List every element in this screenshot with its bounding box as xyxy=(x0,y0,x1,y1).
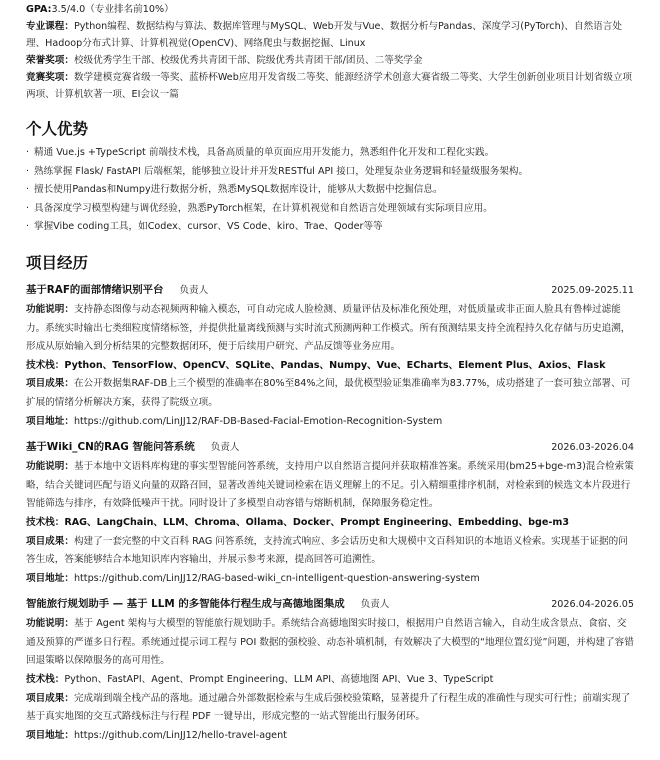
row-text: 完成端到端全栈产品的落地。通过融合外部数据检索与生成后强校验策略，显著提升了行程生成的准确性与现实可行性；前端实现了基于真实地图的交互式路线标注与行程 PDF 一键导出，形成完整的一站式智能出行服务闭环。 xyxy=(26,692,631,723)
project-name: 基于Wiki_CN的RAG 智能问答系统 xyxy=(26,441,195,454)
honors-value: 校级优秀学生干部、校级优秀共青团干部、院级优秀共青团干部/团员、二等奖学金 xyxy=(73,55,423,66)
project-date: 2026.04-2026.05 xyxy=(551,599,634,611)
row-label: 项目成果： xyxy=(26,692,74,704)
project-role: 负责人 xyxy=(360,599,390,611)
project-function xyxy=(26,458,634,514)
competition-line xyxy=(26,69,634,103)
row-text: 基于 Agent 架构与大模型的智能旅行规划助手。系统结合高德地图实时接口，根据用户自然语言输入，自动生成含景点、食宿、交通及预算的严谨多日行程。系统通过提示词工程与 POI 数据的强校验、动态补填机制，有效解决了大模型的“地理位置幻觉”问题，并构建了容错回退策略以保障服务的高可用性。 xyxy=(26,618,634,667)
honors-label: 荣誉奖项： xyxy=(26,55,74,66)
project-link[interactable]: https://github.com/LinJJ12/RAG-based-wiki_cn-intelligent-question-answering-system xyxy=(73,572,480,584)
row-label: 技术栈： xyxy=(26,516,65,528)
advantage-item xyxy=(26,200,634,219)
competition-value: 数学建模竞赛省级一等奖、蓝桥杯Web应用开发省级二等奖、能源经济学术创意大赛省级二等奖、大学生创新创业项目计划省级立项两项、计算机软著一项、EI会议一篇 xyxy=(26,72,633,100)
project-url xyxy=(26,413,634,432)
row-label: 功能说明： xyxy=(26,618,74,630)
row-text: Python、TensorFlow、OpenCV、SQLite、Pandas、Numpy、Vue、ECharts、Element Plus、Axios、Flask xyxy=(64,359,606,371)
projects-title: 项目经历 xyxy=(26,253,89,272)
gpa-label: GPA: xyxy=(26,4,52,15)
row-label: 技术栈： xyxy=(26,674,65,686)
row-label: 项目地址： xyxy=(26,729,74,741)
row-text: 支持静态图像与动态视频两种输入模态，可自动完成人脸检测、质量评估及标准化预处理，对低质量或非正面人脸具有鲁棒过滤能力。系统实时输出七类细粒度情绪标签，并提供批量离线预测与实时流式预测两种工作模式。所有预测结果支持全流程持久化存储与历史追溯，形成从原始输入到分析结果的完整数据闭环，便于后续用户研究、产品反馈等业务应用。 xyxy=(26,303,631,353)
row-text: Python、FastAPI、Agent、Prompt Engineering、LLM API、高德地图 API、Vue 3、TypeScript xyxy=(64,674,494,686)
project-rag xyxy=(26,437,634,588)
bullet-dot-icon: · xyxy=(26,202,30,214)
advantage-item xyxy=(26,163,634,182)
honors-line xyxy=(26,52,634,69)
project-result xyxy=(26,533,634,570)
competition-label: 竞赛奖项： xyxy=(26,72,74,83)
project-travel xyxy=(26,594,634,745)
project-role: 负责人 xyxy=(179,284,209,296)
row-label: 项目成果： xyxy=(26,378,74,390)
education-block xyxy=(26,1,634,103)
bullet-dot-icon: · xyxy=(26,221,30,233)
courses-value: Python编程、数据结构与算法、数据库管理与MySQL、Web开发与Vue、数据分析与Pandas、深度学习(PyTorch)、自然语言处理、Hadoop分布式计算、计算机视觉(OpenCV)、网络爬虫与数据挖掘、Linux xyxy=(26,21,622,49)
advantage-item xyxy=(26,144,634,163)
project-name: 基于RAF的面部情绪识别平台 xyxy=(26,283,164,296)
row-label: 技术栈： xyxy=(26,359,65,371)
courses-label: 专业课程： xyxy=(26,21,74,32)
row-label: 项目地址： xyxy=(26,572,74,584)
project-raf xyxy=(26,280,634,431)
project-date: 2025.09-2025.11 xyxy=(551,284,634,296)
project-stack xyxy=(26,671,634,690)
project-link[interactable]: https://github.com/LinJJ12/RAF-DB-Based-Facial-Emotion-Recognition-System xyxy=(73,415,443,427)
gpa-line xyxy=(26,1,634,18)
advantage-text: 精通 Vue.js +TypeScript 前端技术栈，具备高质量的单页面应用开发能力，熟悉组件化开发和工程化实践。 xyxy=(34,147,495,158)
row-text: 构建了一套完整的中文百科 RAG 问答系统，支持流式响应、多会话历史和大规模中文百科知识的本地语义检索。实现基于证据的问答生成，答案能够结合本地知识库内容输出，并展示参考来源，提高回答可追溯性。 xyxy=(26,535,628,566)
advantages-list xyxy=(26,144,634,237)
advantage-item xyxy=(26,181,634,200)
row-text: 在公开数据集RAF-DB上三个模型的准确率在80%至84%之间，最优模型验证集准确率为83.77%，成功搭建了一套可独立部署、可扩展的情绪分析解决方案，获得了院级立项。 xyxy=(26,378,631,408)
advantage-text: 掌握Vibe coding工具，如Codex、cursor、VS Code、kiro、Trae、Qoder等等 xyxy=(34,221,383,233)
project-link[interactable]: https://github.com/LinJJ12/hello-travel-agent xyxy=(73,729,287,741)
row-text: 基于本地中文语料库构建的事实型智能问答系统，支持用户以自然语言提问并获取精准答案。系统采用(bm25+bge-m3)混合检索策略，结合关键词匹配与语义向量的双路召回，显著改善纯关键词检索在语义理解上的不足。引入精细重排序机制，对检索到的候选文本片段进行智能筛选与排序，有效降低噪声干扰。同时设计了多模型自动容错与熔断机制，保障服务稳定性。 xyxy=(26,461,634,510)
project-header xyxy=(26,594,634,615)
advantage-text: 熟练掌握 Flask/ FastAPI 后端框架，能够独立设计并开发RESTful API 接口，处理复杂业务逻辑和轻量级服务架构。 xyxy=(34,165,529,177)
project-url xyxy=(26,727,634,746)
advantage-text: 擅长使用Pandas和Numpy进行数据分析，熟悉MySQL数据库设计，能够从大数据中挖掘信息。 xyxy=(34,184,443,196)
project-stack xyxy=(26,514,634,533)
project-date: 2026.03-2026.04 xyxy=(551,442,634,454)
project-name: 智能旅行规划助手 — 基于 LLM 的多智能体行程生成与高德地图集成 xyxy=(26,598,345,611)
row-label: 项目地址： xyxy=(26,415,74,427)
project-header xyxy=(26,280,634,301)
project-url xyxy=(26,570,634,589)
bullet-dot-icon: · xyxy=(26,184,30,196)
advantage-item xyxy=(26,218,634,237)
project-function xyxy=(26,615,634,671)
advantage-text: 具备深度学习模型构建与调优经验，熟悉PyTorch框架，在计算机视觉和自然语言处理领域有实际项目应用。 xyxy=(34,202,493,214)
project-result xyxy=(26,375,634,412)
project-function xyxy=(26,301,634,357)
project-role: 负责人 xyxy=(210,442,240,454)
project-stack xyxy=(26,357,634,376)
bullet-dot-icon: · xyxy=(26,147,30,158)
courses-line xyxy=(26,18,634,52)
advantages-title: 个人优势 xyxy=(26,120,89,138)
row-label: 功能说明： xyxy=(26,461,74,473)
project-header xyxy=(26,437,634,458)
project-result xyxy=(26,690,634,727)
row-label: 项目成果： xyxy=(26,535,74,547)
bullet-dot-icon: · xyxy=(26,165,30,177)
gpa-value: 3.5/4.0（专业排名前10%） xyxy=(51,4,174,15)
row-label: 功能说明： xyxy=(26,303,74,315)
row-text: RAG、LangChain、LLM、Chroma、Ollama、Docker、Prompt Engineering、Embedding、bge-m3 xyxy=(64,516,570,528)
